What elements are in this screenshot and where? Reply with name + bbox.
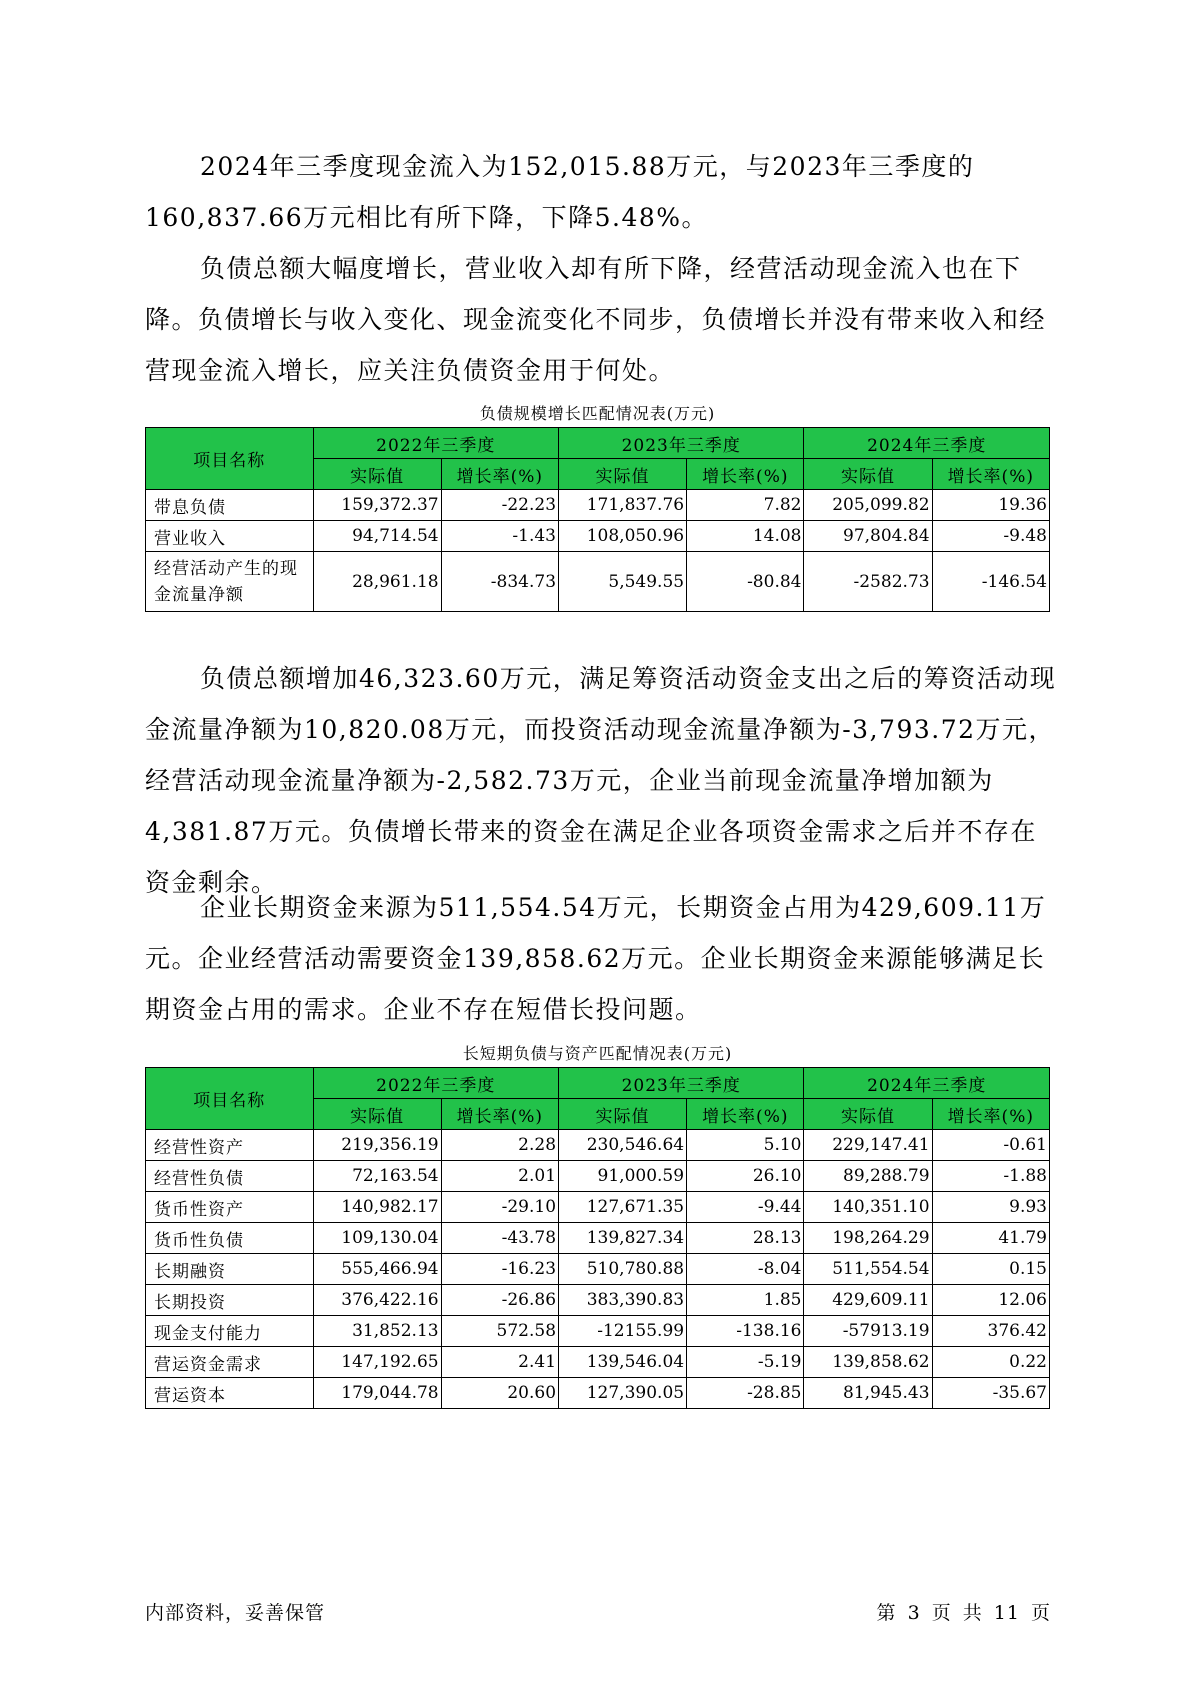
growth-rate-cell: 19.36: [932, 490, 1049, 521]
actual-value-cell: 127,390.05: [559, 1378, 687, 1409]
row-label: 经营性负债: [146, 1161, 314, 1192]
actual-value-cell: 198,264.29: [804, 1223, 932, 1254]
growth-rate-cell: 0.15: [932, 1254, 1049, 1285]
table-row: [146, 1254, 1050, 1285]
row-label: 带息负债: [146, 490, 314, 521]
growth-rate-header: 增长率(%): [441, 459, 558, 490]
row-label: 货币性负债: [146, 1223, 314, 1254]
actual-value-cell: 555,466.94: [313, 1254, 441, 1285]
growth-rate-header: 增长率(%): [932, 1099, 1049, 1130]
row-label: 货币性资产: [146, 1192, 314, 1223]
actual-value-cell: 139,546.04: [559, 1347, 687, 1378]
growth-rate-cell: -26.86: [441, 1285, 558, 1316]
actual-value-cell: 179,044.78: [313, 1378, 441, 1409]
growth-rate-cell: -9.44: [687, 1192, 804, 1223]
actual-value-cell: 5,549.55: [559, 552, 687, 612]
actual-value-cell: 171,837.76: [559, 490, 687, 521]
actual-value-cell: 72,163.54: [313, 1161, 441, 1192]
growth-rate-cell: 14.08: [687, 521, 804, 552]
actual-value-cell: 229,147.41: [804, 1130, 932, 1161]
actual-value-cell: 205,099.82: [804, 490, 932, 521]
growth-rate-cell: -29.10: [441, 1192, 558, 1223]
debt-growth-table: [145, 427, 1050, 612]
growth-rate-cell: -834.73: [441, 552, 558, 612]
actual-value-cell: 376,422.16: [313, 1285, 441, 1316]
actual-value-cell: 108,050.96: [559, 521, 687, 552]
actual-value-cell: 81,945.43: [804, 1378, 932, 1409]
growth-rate-header: 增长率(%): [687, 459, 804, 490]
actual-value-cell: 230,546.64: [559, 1130, 687, 1161]
actual-value-cell: 219,356.19: [313, 1130, 441, 1161]
actual-value-cell: 383,390.83: [559, 1285, 687, 1316]
table-row: [146, 1316, 1050, 1347]
period-header: 2023年三季度: [559, 428, 804, 459]
growth-rate-cell: -22.23: [441, 490, 558, 521]
row-label: 经营性资产: [146, 1130, 314, 1161]
actual-value-cell: 139,827.34: [559, 1223, 687, 1254]
actual-value-header: 实际值: [559, 459, 687, 490]
growth-rate-cell: 12.06: [932, 1285, 1049, 1316]
growth-rate-cell: -28.85: [687, 1378, 804, 1409]
growth-rate-cell: -1.43: [441, 521, 558, 552]
paragraph-cash-inflow: 2024年三季度现金流入为152,015.88万元，与2023年三季度的160,837.66万元相比有所下降，下降5.48%。: [145, 152, 975, 232]
actual-value-cell: 94,714.54: [313, 521, 441, 552]
growth-rate-cell: -5.19: [687, 1347, 804, 1378]
actual-value-cell: 429,609.11: [804, 1285, 932, 1316]
growth-rate-cell: -43.78: [441, 1223, 558, 1254]
table-row: [146, 1347, 1050, 1378]
table-row: [146, 1223, 1050, 1254]
footer-confidential-note: 内部资料，妥善保管: [145, 1602, 326, 1624]
actual-value-cell: 159,372.37: [313, 490, 441, 521]
row-label: 经营活动产生的现金流量净额: [146, 552, 314, 612]
row-label: 长期投资: [146, 1285, 314, 1316]
growth-rate-cell: -80.84: [687, 552, 804, 612]
actual-value-cell: -12155.99: [559, 1316, 687, 1347]
footer-page-number: 第 3 页 共 11 页: [876, 1602, 1051, 1624]
growth-rate-cell: 2.28: [441, 1130, 558, 1161]
paragraph-debt-growth: 负债总额大幅度增长，营业收入却有所下降，经营活动现金流入也在下降。负债增长与收入变化、现金流变化不同步，负债增长并没有带来收入和经营现金流入增长，应关注负债资金用于何处。: [145, 254, 1047, 385]
growth-rate-cell: 2.01: [441, 1161, 558, 1192]
actual-value-cell: 147,192.65: [313, 1347, 441, 1378]
growth-rate-cell: 2.41: [441, 1347, 558, 1378]
actual-value-cell: -57913.19: [804, 1316, 932, 1347]
growth-rate-cell: -1.88: [932, 1161, 1049, 1192]
growth-rate-cell: -146.54: [932, 552, 1049, 612]
actual-value-cell: 28,961.18: [313, 552, 441, 612]
growth-rate-cell: 41.79: [932, 1223, 1049, 1254]
growth-rate-cell: 9.93: [932, 1192, 1049, 1223]
row-label: 营运资金需求: [146, 1347, 314, 1378]
actual-value-cell: 511,554.54: [804, 1254, 932, 1285]
table1-title: 负债规模增长匹配情况表(万元): [479, 404, 716, 423]
table-row: [146, 552, 1050, 612]
growth-rate-header: 增长率(%): [441, 1099, 558, 1130]
actual-value-cell: -2582.73: [804, 552, 932, 612]
actual-value-cell: 140,351.10: [804, 1192, 932, 1223]
growth-rate-header: 增长率(%): [932, 459, 1049, 490]
table-row: [146, 1161, 1050, 1192]
actual-value-cell: 109,130.04: [313, 1223, 441, 1254]
period-header: 2022年三季度: [313, 1068, 558, 1099]
table-row: [146, 1285, 1050, 1316]
item-name-header: 项目名称: [146, 428, 314, 490]
actual-value-cell: 31,852.13: [313, 1316, 441, 1347]
table-row: [146, 1130, 1050, 1161]
table-row: [146, 490, 1050, 521]
growth-rate-cell: -8.04: [687, 1254, 804, 1285]
growth-rate-cell: 28.13: [687, 1223, 804, 1254]
actual-value-cell: 139,858.62: [804, 1347, 932, 1378]
actual-value-header: 实际值: [804, 459, 932, 490]
period-header: 2022年三季度: [313, 428, 558, 459]
paragraph-debt-increase: 负债总额增加46,323.60万元，满足筹资活动资金支出之后的筹资活动现金流量净额为10,820.08万元，而投资活动现金流量净额为-3,793.72万元，经营活动现金流量净额为-2,582.73万元，企业当前现金流量净增加额为4,381.87万元。负债增长带来的资金在满足企业各项资金需求之后并不存在资金剩余。: [145, 664, 1057, 897]
row-label: 现金支付能力: [146, 1316, 314, 1347]
period-header: 2023年三季度: [559, 1068, 804, 1099]
actual-value-header: 实际值: [313, 459, 441, 490]
period-header: 2024年三季度: [804, 1068, 1050, 1099]
growth-rate-cell: -0.61: [932, 1130, 1049, 1161]
table2-title: 长短期负债与资产匹配情况表(万元): [462, 1044, 733, 1063]
actual-value-cell: 91,000.59: [559, 1161, 687, 1192]
liability-asset-matching-table: [145, 1067, 1050, 1409]
growth-rate-cell: -9.48: [932, 521, 1049, 552]
actual-value-cell: 89,288.79: [804, 1161, 932, 1192]
row-label: 营运资本: [146, 1378, 314, 1409]
growth-rate-cell: 376.42: [932, 1316, 1049, 1347]
growth-rate-cell: 1.85: [687, 1285, 804, 1316]
growth-rate-cell: -16.23: [441, 1254, 558, 1285]
growth-rate-cell: -138.16: [687, 1316, 804, 1347]
row-label: 长期融资: [146, 1254, 314, 1285]
period-header: 2024年三季度: [804, 428, 1050, 459]
actual-value-cell: 127,671.35: [559, 1192, 687, 1223]
actual-value-header: 实际值: [804, 1099, 932, 1130]
actual-value-cell: 510,780.88: [559, 1254, 687, 1285]
growth-rate-header: 增长率(%): [687, 1099, 804, 1130]
actual-value-cell: 97,804.84: [804, 521, 932, 552]
row-label: 营业收入: [146, 521, 314, 552]
growth-rate-cell: 572.58: [441, 1316, 558, 1347]
growth-rate-cell: 0.22: [932, 1347, 1049, 1378]
table-row: [146, 1192, 1050, 1223]
item-name-header: 项目名称: [146, 1068, 314, 1130]
growth-rate-cell: 7.82: [687, 490, 804, 521]
actual-value-header: 实际值: [313, 1099, 441, 1130]
actual-value-cell: 140,982.17: [313, 1192, 441, 1223]
actual-value-header: 实际值: [559, 1099, 687, 1130]
paragraph-long-term-funds: 企业长期资金来源为511,554.54万元，长期资金占用为429,609.11万元。企业经营活动需要资金139,858.62万元。企业长期资金来源能够满足长期资金占用的需求。企业不存在短借长投问题。: [145, 893, 1047, 1024]
growth-rate-cell: 5.10: [687, 1130, 804, 1161]
growth-rate-cell: 26.10: [687, 1161, 804, 1192]
table-row: [146, 1378, 1050, 1409]
growth-rate-cell: 20.60: [441, 1378, 558, 1409]
growth-rate-cell: -35.67: [932, 1378, 1049, 1409]
table-row: [146, 521, 1050, 552]
